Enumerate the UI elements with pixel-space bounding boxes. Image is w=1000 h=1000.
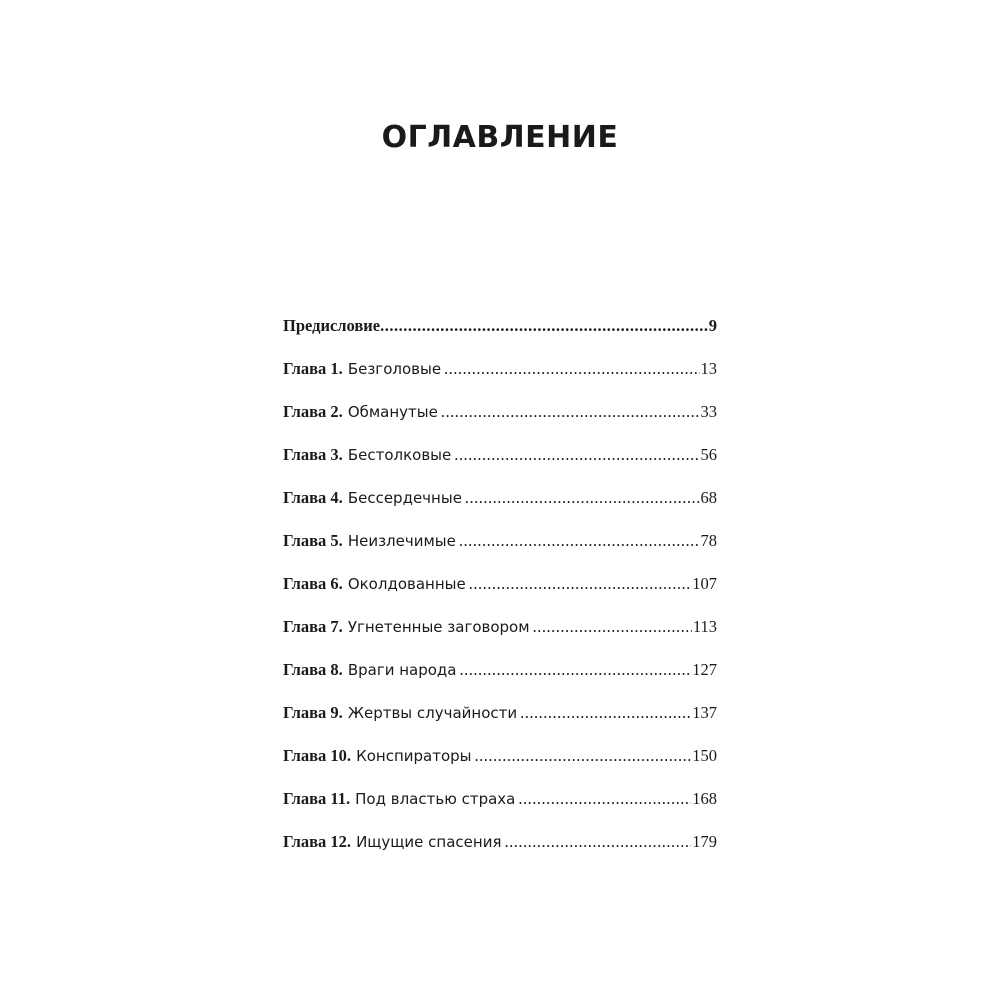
toc-chapter-prefix: Глава 3. [283, 445, 343, 464]
toc-leader-dots [465, 483, 700, 513]
toc-leader-dots [454, 440, 699, 470]
toc-chapter-title: Под властью страха [355, 790, 516, 808]
toc-chapter-prefix: Глава 4. [283, 488, 343, 507]
toc-leader-dots [459, 655, 691, 685]
toc-leader-dots [441, 397, 700, 427]
toc-leader-dots [520, 698, 691, 728]
toc-page-number: 150 [692, 746, 717, 765]
toc-entry-chapter-6[interactable] [283, 569, 717, 612]
toc-entry-chapter-12[interactable] [283, 827, 717, 870]
toc-chapter-prefix: Глава 2. [283, 402, 343, 421]
toc-chapter-title: Бестолковые [347, 446, 452, 464]
toc-leader-dots [504, 827, 691, 857]
toc-entry-chapter-10[interactable] [283, 741, 717, 784]
toc-page-number: 9 [708, 316, 717, 335]
toc-chapter-title: Неизлечимые [347, 532, 456, 550]
toc-leader-dots [475, 741, 692, 771]
toc-page-number: 137 [692, 703, 717, 722]
toc-page-number: 68 [700, 488, 717, 507]
toc-chapter-prefix: Глава 5. [283, 531, 343, 550]
toc-chapter-prefix: Глава 9. [283, 703, 343, 722]
toc-chapter-prefix: Глава 11. [283, 789, 351, 808]
toc-page-number: 107 [692, 574, 717, 593]
toc-chapter-title: Враги народа [347, 661, 457, 679]
toc-page-number: 78 [700, 531, 717, 550]
toc-entry-chapter-11[interactable] [283, 784, 717, 827]
toc-entry-chapter-7[interactable] [283, 612, 717, 655]
toc-entry-preface[interactable] [283, 311, 717, 354]
toc-leader-dots [380, 311, 708, 341]
toc-page-number: 13 [700, 359, 717, 378]
toc-chapter-prefix: Глава 10. [283, 746, 352, 765]
toc-leader-dots [533, 612, 692, 642]
toc-chapter-title: Околдованные [347, 575, 466, 593]
toc-entry-chapter-9[interactable] [283, 698, 717, 741]
toc-leader-dots [444, 354, 699, 384]
toc-leader-dots [518, 784, 691, 814]
toc-chapter-title: Бессердечные [347, 489, 462, 507]
toc-chapter-title: Угнетенные заговором [347, 618, 530, 636]
toc-chapter-prefix: Глава 1. [283, 359, 343, 378]
toc-entry-chapter-4[interactable] [283, 483, 717, 526]
toc-leader-dots [469, 569, 692, 599]
toc-page-number: 33 [700, 402, 717, 421]
toc-entry-chapter-5[interactable] [283, 526, 717, 569]
toc-entry-label: Предисловие [283, 316, 381, 335]
toc-entry-chapter-3[interactable] [283, 440, 717, 483]
toc-page-number: 113 [692, 617, 717, 636]
table-of-contents [283, 311, 717, 870]
toc-entry-chapter-8[interactable] [283, 655, 717, 698]
toc-chapter-title: Обманутые [347, 403, 438, 421]
toc-chapter-title: Безголовые [347, 360, 442, 378]
toc-chapter-title: Ищущие спасения [356, 833, 502, 851]
toc-page-number: 127 [692, 660, 717, 679]
toc-chapter-prefix: Глава 6. [283, 574, 343, 593]
toc-chapter-prefix: Глава 12. [283, 832, 352, 851]
toc-chapter-prefix: Глава 8. [283, 660, 343, 679]
toc-chapter-title: Конспираторы [356, 747, 472, 765]
toc-page-number: 179 [692, 832, 717, 851]
toc-entry-chapter-1[interactable] [283, 354, 717, 397]
toc-entry-chapter-2[interactable] [283, 397, 717, 440]
page-title: ОГЛАВЛЕНИЕ [381, 120, 619, 155]
toc-leader-dots [459, 526, 700, 556]
toc-chapter-title: Жертвы случайности [347, 704, 518, 722]
toc-page-number: 168 [692, 789, 717, 808]
toc-page-number: 56 [700, 445, 717, 464]
toc-chapter-prefix: Глава 7. [283, 617, 343, 636]
